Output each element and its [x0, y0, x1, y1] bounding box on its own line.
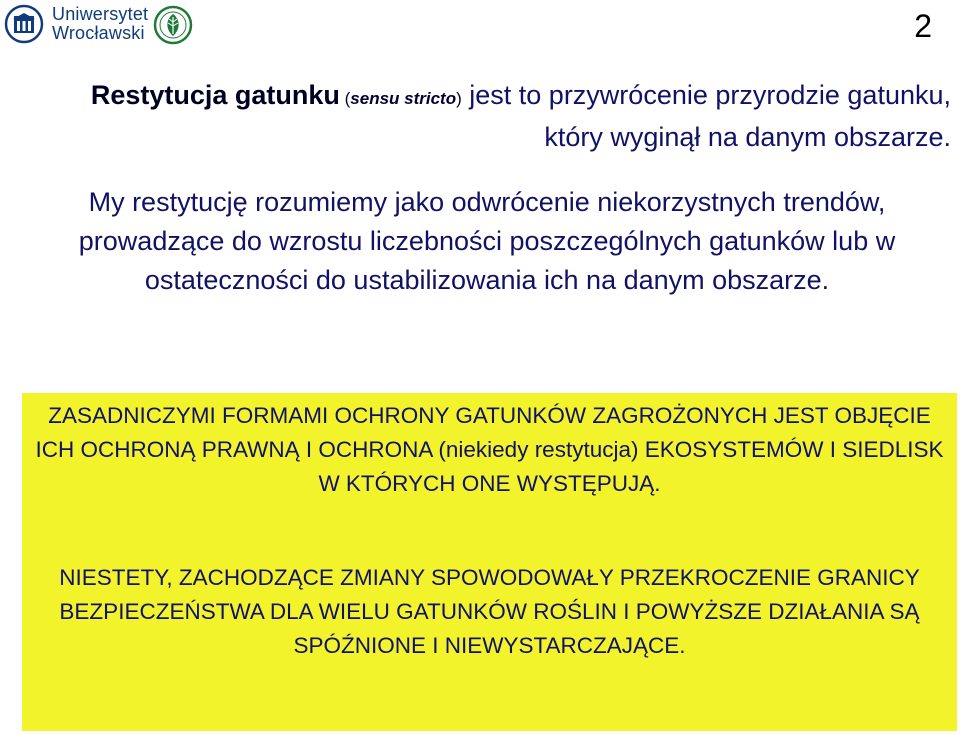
highlight-box: [22, 393, 957, 731]
university-wordmark: [52, 5, 148, 43]
botanical-garden-emblem-icon: [153, 3, 193, 47]
highlight-paragraph-1: ZASADNICZYMI FORMAMI OCHRONY GATUNKÓW ZAGROŻONYCH JEST OBJĘCIE ICH OCHRONĄ PRAWNĄ I OCHRONA (niekiedy restytucja) EKOSYSTEMÓW I SIEDLISK W KTÓRYCH ONE WYSTĘPUJĄ.: [35, 403, 944, 496]
intro-rest: jest to przywrócenie przyrodzie gatunku, który wyginął na danym obszarze.: [461, 80, 951, 152]
term-restytucja: Restytucja gatunku: [90, 80, 340, 110]
page-number: 2: [914, 8, 932, 44]
intro-paragraph: [26, 76, 951, 156]
logo-line-2: Wrocławski: [52, 23, 145, 43]
sensu-stricto: sensu stricto: [350, 89, 457, 108]
logo-line-1: Uniwersytet: [52, 4, 149, 24]
university-emblem-icon: [4, 4, 44, 44]
paren-open: (: [339, 89, 351, 108]
highlight-paragraph-2: NIESTETY, ZACHODZĄCE ZMIANY SPOWODOWAŁY PRZEKROCZENIE GRANICY BEZPIECZEŃSTWA DLA WIELU GATUNKÓW ROŚLIN I POWYŻSZE DZIAŁANIA SĄ SPÓŹNIONE I NIEWYSTARCZAJĄCE.: [59, 565, 920, 658]
definition-paragraph: My restytucję rozumiemy jako odwrócenie niekorzystnych trendów, prowadzące do wzrostu liczebności poszczególnych gatunków lub w ostateczności do ustabilizowania ich na danym obszarze.: [78, 187, 896, 295]
university-logo: [4, 4, 148, 44]
paren-close: ): [456, 89, 462, 108]
